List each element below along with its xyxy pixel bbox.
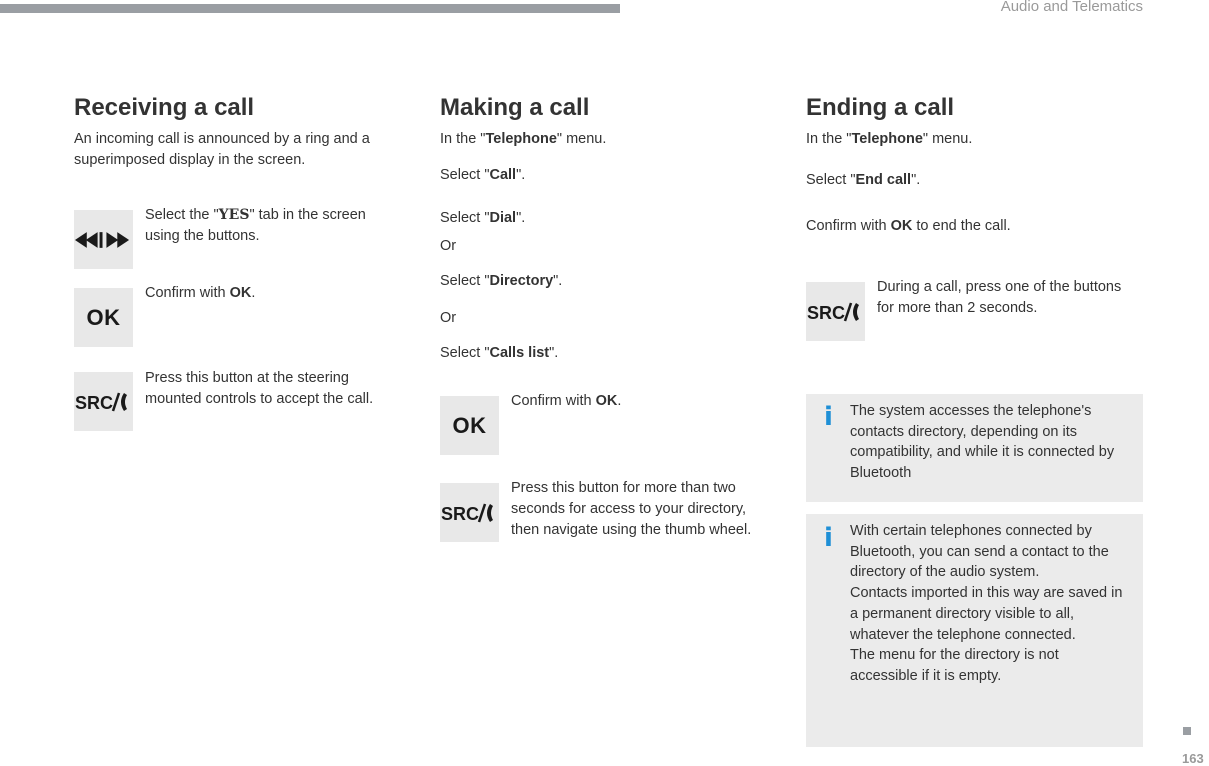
src-phone-button-icon (74, 372, 133, 431)
ending-call-column (806, 92, 1143, 323)
info-icon: i (824, 523, 833, 553)
ok-button-icon (74, 288, 133, 347)
info-box-send-contact (806, 514, 1143, 747)
info-text-send-contact (850, 521, 1129, 687)
or-separator-2: Or (440, 310, 457, 326)
or-separator-1: Or (440, 238, 457, 254)
svg-text:SRC: SRC (74, 392, 113, 413)
receiving-call-column (74, 92, 404, 413)
select-yes-instruction: Select the "YES" tab in the screen using the buttons. (145, 207, 366, 244)
confirm-ok-instruction: Confirm with OK. (145, 285, 256, 301)
making-call-column (440, 92, 760, 538)
src-phone-icon (75, 390, 133, 414)
select-call-text: Select "Call". (440, 167, 526, 183)
info-paragraph-1: With certain telephones connected by Bluetooth, you can send a contact to the directory of the audio system. (850, 523, 1109, 581)
corner-marker (1183, 727, 1191, 735)
receiving-call-title: Receiving a call (74, 94, 255, 121)
top-decorative-bar (0, 4, 620, 13)
info-text-directory-access: The system accesses the telephone's contacts directory, depending on its compatibility, and while it is connected by Bluetooth (850, 403, 1115, 482)
info-paragraph-3: The menu for the directory is not accessible if it is empty. (850, 647, 1059, 684)
during-call-instruction: During a call, press one of the buttons for more than 2 seconds. (877, 279, 1122, 316)
press-directory-instruction: Press this button for more than two seconds for access to your directory, then navigate using the thumb wheel. (511, 480, 752, 538)
section-header-title: Audio and Telematics (1000, 0, 1143, 15)
src-phone-button-icon (806, 282, 865, 341)
select-end-call-text: Select "End call". (806, 172, 921, 188)
ok-icon: OK (86, 304, 121, 330)
making-call-title: Making a call (440, 94, 590, 121)
info-icon: i (824, 402, 833, 432)
src-phone-button-icon (440, 483, 499, 542)
info-paragraph-2: Contacts imported in this way are saved in a permanent directory visible to all, whatever the telephone connected. (850, 585, 1123, 643)
ending-call-title: Ending a call (806, 94, 955, 121)
select-calls-list-text: Select "Calls list". (440, 345, 559, 361)
svg-text:SRC: SRC (440, 503, 479, 524)
telephone-menu-text: In the "Telephone" menu. (806, 131, 973, 147)
src-phone-icon (807, 300, 865, 324)
arrows-button-icon (74, 210, 133, 269)
page-number: 163 (1182, 751, 1204, 766)
arrows-left-right-icon (74, 228, 133, 252)
src-phone-icon (441, 501, 499, 525)
telephone-menu-text: In the "Telephone" menu. (440, 131, 607, 147)
ok-button-icon (440, 396, 499, 455)
ok-icon: OK (452, 412, 487, 438)
svg-text:SRC: SRC (806, 302, 845, 323)
select-dial-text: Select "Dial". (440, 210, 526, 226)
info-box-directory-access (806, 394, 1143, 502)
confirm-end-call-text: Confirm with OK to end the call. (806, 218, 1011, 234)
receiving-call-intro: An incoming call is announced by a ring and a superimposed display in the screen. (74, 131, 370, 168)
select-directory-text: Select "Directory". (440, 273, 563, 289)
confirm-ok-instruction: Confirm with OK. (511, 393, 622, 409)
press-steering-button-instruction: Press this button at the steering mounted controls to accept the call. (145, 370, 374, 407)
